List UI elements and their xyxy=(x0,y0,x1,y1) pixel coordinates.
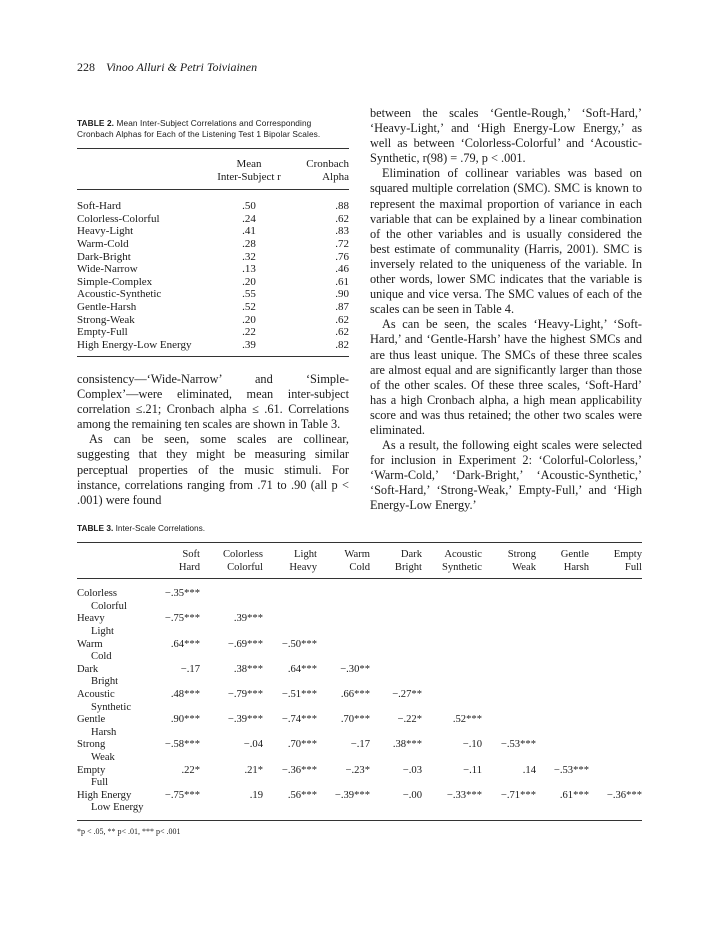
column-header-line2: Heavy xyxy=(289,561,317,573)
correlation-cell: −.30** xyxy=(340,663,370,675)
row-label xyxy=(77,664,147,689)
correlation-cell xyxy=(482,613,536,638)
column-header-line1: Warm xyxy=(344,549,370,560)
correlation-cell: .90*** xyxy=(170,714,200,726)
correlation-cell xyxy=(200,579,263,614)
correlation-cell xyxy=(536,639,589,664)
correlation-cell: .61*** xyxy=(536,790,589,821)
correlation-cell xyxy=(482,689,536,714)
column-header-line1: Light xyxy=(294,549,317,560)
correlation-cell: .14 xyxy=(522,764,536,776)
table-row xyxy=(77,190,349,213)
header-mean-line1: Mean xyxy=(236,158,262,170)
correlation-cell xyxy=(589,613,642,638)
correlation-cell xyxy=(370,639,422,664)
correlation-cell: −.35*** xyxy=(164,588,200,600)
table-row xyxy=(77,251,349,264)
scale-cell: Gentle-Harsh xyxy=(77,300,137,313)
correlation-cell xyxy=(317,613,370,638)
correlation-cell xyxy=(589,664,642,689)
table-3-label: TABLE 3. xyxy=(77,523,114,533)
correlation-cell: .19 xyxy=(200,790,263,821)
column-header xyxy=(482,543,536,579)
header-mean-line2: Inter-Subject r xyxy=(217,170,281,183)
correlation-cell: .64*** xyxy=(170,638,200,650)
table-row xyxy=(77,225,349,238)
correlation-cell: .39*** xyxy=(233,613,263,625)
row-label-line1: Acoustic xyxy=(77,688,115,700)
correlation-cell xyxy=(589,579,642,614)
correlation-cell xyxy=(317,639,370,664)
row-label xyxy=(77,639,147,664)
table-3-footnote: *p < .05, ** p< .01, *** p< .001 xyxy=(77,826,181,836)
correlation-cell xyxy=(482,714,536,739)
column-header xyxy=(317,543,370,579)
row-label-line2: Cold xyxy=(91,651,112,663)
column-header-line2: Synthetic xyxy=(441,561,482,573)
correlation-cell xyxy=(370,579,422,614)
table-row xyxy=(77,714,642,739)
correlation-cell: .38*** xyxy=(392,739,422,751)
correlation-cell: .21* xyxy=(244,764,263,776)
correlation-cell: −.17 xyxy=(350,739,370,751)
row-label-line2: Light xyxy=(91,625,114,637)
row-label xyxy=(77,714,147,739)
correlation-cell: .52*** xyxy=(452,714,482,726)
row-label xyxy=(77,765,147,790)
correlation-cell: −.04 xyxy=(243,739,263,751)
correlation-cell: .66*** xyxy=(340,688,370,700)
mean-cell: .52 xyxy=(242,300,256,313)
row-label xyxy=(77,579,147,614)
table-3 xyxy=(77,523,642,836)
table-row xyxy=(77,326,349,339)
correlation-cell: −.36*** xyxy=(589,790,642,821)
column-header xyxy=(147,543,200,579)
table-row xyxy=(77,314,349,327)
table-row xyxy=(77,579,642,614)
row-label-line1: Empty xyxy=(77,764,106,776)
correlation-cell: −.53*** xyxy=(500,739,536,751)
table-3-body xyxy=(77,579,642,821)
mean-cell: .20 xyxy=(242,275,256,288)
row-label-line1: Heavy xyxy=(77,613,105,625)
row-label-line2: Synthetic xyxy=(91,701,132,713)
alpha-cell: .62 xyxy=(335,326,349,339)
column-header-line1: Dark xyxy=(400,549,422,560)
mean-cell: .32 xyxy=(242,250,256,263)
mean-cell: .24 xyxy=(242,212,256,225)
correlation-cell: −.51*** xyxy=(281,688,317,700)
correlation-cell xyxy=(589,639,642,664)
correlation-cell xyxy=(263,579,317,614)
scale-cell: Strong-Weak xyxy=(77,313,135,326)
correlation-cell: −.00 xyxy=(370,790,422,821)
correlation-cell xyxy=(589,689,642,714)
correlation-cell: −.39*** xyxy=(227,714,263,726)
correlation-cell: .48*** xyxy=(170,688,200,700)
correlation-cell: .56*** xyxy=(263,790,317,821)
scale-cell: Colorless-Colorful xyxy=(77,212,160,225)
correlation-cell: −.75*** xyxy=(147,790,200,821)
scale-cell: Heavy-Light xyxy=(77,225,134,238)
table-row xyxy=(77,664,642,689)
column-header-line2: Full xyxy=(624,561,642,573)
column-header-line1: Strong xyxy=(507,549,536,560)
correlation-cell xyxy=(422,689,482,714)
scale-cell: Soft-Hard xyxy=(77,200,121,213)
row-label xyxy=(77,739,147,764)
correlation-cell xyxy=(536,664,589,689)
scale-cell: Acoustic-Synthetic xyxy=(77,288,162,301)
scale-cell: Empty-Full xyxy=(77,326,128,339)
correlation-cell: .38*** xyxy=(233,663,263,675)
table-row xyxy=(77,613,642,638)
correlation-cell: −.11 xyxy=(463,764,482,776)
paragraph: consistency—‘Wide-Narrow’ and ‘Simple-Complex’—were eliminated, mean inter-subject correlation ≤.21; Cronbach alpha ≤ .61. Correlations among the remaining ten scales are shown in Table 3. xyxy=(77,372,349,432)
correlation-cell xyxy=(482,639,536,664)
correlation-cell xyxy=(370,664,422,689)
table-row xyxy=(77,238,349,251)
correlation-cell: −.17 xyxy=(180,663,200,675)
correlation-cell: −.75*** xyxy=(164,613,200,625)
table-3-caption-text: Inter-Scale Correlations. xyxy=(115,523,206,533)
table-2-header-row xyxy=(77,149,349,190)
table-row xyxy=(77,213,349,226)
table-2 xyxy=(77,118,349,357)
mean-cell: .20 xyxy=(242,313,256,326)
correlation-cell: −.50*** xyxy=(281,638,317,650)
table-2-caption xyxy=(77,118,349,140)
table-2-header-alpha xyxy=(289,149,349,190)
correlation-cell: −.33*** xyxy=(422,790,482,821)
column-header-line2: Weak xyxy=(512,561,536,573)
row-label-line1: High Energy xyxy=(77,789,132,801)
correlation-cell xyxy=(422,664,482,689)
row-label-line2: Weak xyxy=(91,751,115,763)
table-2-caption-text: Mean Inter-Subject Correlations and Corresponding Cronbach Alphas for Each of the Listening Test 1 Bipolar Scales. xyxy=(77,118,321,139)
table-row xyxy=(77,288,349,301)
table-row xyxy=(77,301,349,314)
row-label-line1: Colorless xyxy=(77,588,118,600)
column-header xyxy=(422,543,482,579)
correlation-cell: .22* xyxy=(181,764,200,776)
correlation-cell: −.39*** xyxy=(317,790,370,821)
correlation-cell: −.79*** xyxy=(227,688,263,700)
row-label xyxy=(77,613,147,638)
correlation-cell xyxy=(536,714,589,739)
alpha-cell: .62 xyxy=(335,313,349,326)
row-label-line2: Harsh xyxy=(91,726,117,738)
correlation-cell xyxy=(536,613,589,638)
column-header-line2: Bright xyxy=(394,561,422,573)
table-row xyxy=(77,639,642,664)
alpha-cell: .83 xyxy=(335,225,349,238)
alpha-cell: .82 xyxy=(289,339,349,357)
mean-cell: .41 xyxy=(242,225,256,238)
row-label-line1: Warm xyxy=(77,638,103,650)
column-header-line2: Cold xyxy=(349,561,370,573)
table-2-header-mean xyxy=(209,149,289,190)
mean-cell: .28 xyxy=(242,237,256,250)
correlation-cell xyxy=(422,639,482,664)
column-header-line1: Gentle xyxy=(560,549,589,560)
running-header xyxy=(77,60,257,75)
paragraph: between the scales ‘Gentle-Rough,’ ‘Soft-Hard,’ ‘Heavy-Light,’ and ‘High Energy-Low Energy,’ as well as between ‘Colorless-Colorful’ and ‘Acoustic-Synthetic, r(98) = .79, p < .001. xyxy=(370,106,642,166)
correlation-cell: −.69*** xyxy=(227,638,263,650)
column-header xyxy=(370,543,422,579)
table-3-grid xyxy=(77,542,642,821)
row-label-line2: Bright xyxy=(91,676,119,688)
row-label xyxy=(77,689,147,714)
table-row xyxy=(77,765,642,790)
paragraph: As a result, the following eight scales were selected for inclusion in Experiment 2: ‘Colorful-Colorless,’ ‘Warm-Cold,’ ‘Dark-Bright,’ ‘Acoustic-Synthetic,’ ‘Soft-Hard,’ ‘Strong-Weak,’ Empty-Full,’ and ‘High Energy-Low Energy.’ xyxy=(370,438,642,513)
row-label-line2: Low Energy xyxy=(91,802,144,814)
correlation-cell xyxy=(536,689,589,714)
column-header xyxy=(589,543,642,579)
correlation-cell xyxy=(422,579,482,614)
column-header-line2: Colorful xyxy=(227,561,263,573)
table-2-header-scale xyxy=(77,149,209,190)
row-label-line1: Gentle xyxy=(77,714,106,726)
mean-cell: .13 xyxy=(242,263,256,276)
table-3-caption xyxy=(77,523,642,534)
mean-cell: .55 xyxy=(242,288,256,301)
column-header-line2: Hard xyxy=(178,561,200,573)
row-label-line1: Dark xyxy=(77,663,99,675)
table-row xyxy=(77,689,642,714)
correlation-cell xyxy=(422,613,482,638)
paragraph: Elimination of collinear variables was based on squared multiple correlation (SMC). SMC is known to represent the maximal proportion of variance in each variable that can be explained by a linear combination of the other variables and is usually considered the best estimate of communality (Harris, 2001). SMC is inversely related to the uniqueness of the variable. In other words, lower SMC indicates that the variable is unique and vice versa. The SMC values of each of the scales can be seen in Table 4. xyxy=(370,166,642,317)
paragraph: As can be seen, some scales are collinear, suggesting that they might be measuring similar perceptual properties of the music stimuli. For instance, correlations ranging from .71 to .90 (all p < .001) were found xyxy=(77,432,349,507)
table-row xyxy=(77,739,642,764)
header-alpha-line2: Alpha xyxy=(322,170,349,183)
correlation-cell xyxy=(589,714,642,739)
correlation-cell: −.27** xyxy=(392,688,422,700)
correlation-cell xyxy=(482,579,536,614)
correlation-cell: .70*** xyxy=(287,739,317,751)
scale-cell: Simple-Complex xyxy=(77,275,153,288)
mean-cell: .22 xyxy=(242,326,256,339)
correlation-cell: −.03 xyxy=(402,764,422,776)
running-authors: Vinoo Alluri & Petri Toiviainen xyxy=(106,60,258,74)
alpha-cell: .76 xyxy=(335,250,349,263)
mean-cell: .50 xyxy=(242,200,256,213)
correlation-cell: −.58*** xyxy=(164,739,200,751)
column-header-line1: Empty xyxy=(613,549,642,560)
header-alpha-line1: Cronbach xyxy=(306,158,349,170)
correlation-cell xyxy=(536,739,589,764)
table-2-body xyxy=(77,190,349,357)
correlation-cell: −.71*** xyxy=(482,790,536,821)
alpha-cell: .46 xyxy=(335,263,349,276)
column-header-line1: Colorless xyxy=(222,549,263,560)
correlation-cell: −.10 xyxy=(462,739,482,751)
alpha-cell: .62 xyxy=(335,212,349,225)
correlation-cell: −.22* xyxy=(397,714,422,726)
alpha-cell: .90 xyxy=(335,288,349,301)
row-label xyxy=(77,790,147,821)
correlation-cell xyxy=(263,613,317,638)
correlation-cell: .64*** xyxy=(287,663,317,675)
table-row xyxy=(77,790,642,821)
page-number: 228 xyxy=(77,60,95,74)
scale-cell: Warm-Cold xyxy=(77,237,129,250)
alpha-cell: .87 xyxy=(335,300,349,313)
scale-cell: High Energy-Low Energy xyxy=(77,339,209,357)
correlation-cell xyxy=(370,613,422,638)
correlation-cell: −.53*** xyxy=(553,764,589,776)
column-header-line2: Harsh xyxy=(563,561,589,573)
table-row xyxy=(77,276,349,289)
correlation-cell: .70*** xyxy=(340,714,370,726)
correlation-cell xyxy=(589,739,642,764)
correlation-cell xyxy=(317,579,370,614)
table-3-header-row xyxy=(77,543,642,579)
column-header xyxy=(263,543,317,579)
table-row xyxy=(77,339,349,357)
row-label-line1: Strong xyxy=(77,739,106,751)
column-header xyxy=(536,543,589,579)
table-row xyxy=(77,263,349,276)
column-header xyxy=(200,543,263,579)
left-column-text xyxy=(77,372,349,508)
scale-cell: Dark-Bright xyxy=(77,250,131,263)
row-label-line2: Full xyxy=(91,777,109,789)
paragraph: As can be seen, the scales ‘Heavy-Light,’ ‘Soft-Hard,’ and ‘Gentle-Harsh’ have the highest SMCs and are thus least unique. The SMCs of these three scales are almost equal and are significantly larger than those of the other scales. Of these three scales, ‘Soft-Hard’ has a high Cronbach alpha, a high mean applicability score and was thus retained; the other two scales were eliminated. xyxy=(370,317,642,437)
correlation-cell: −.74*** xyxy=(281,714,317,726)
correlation-cell xyxy=(536,579,589,614)
mean-cell: .39 xyxy=(209,339,289,357)
right-column-text xyxy=(370,106,642,514)
alpha-cell: .72 xyxy=(335,237,349,250)
alpha-cell: .88 xyxy=(335,200,349,213)
table-2-label: TABLE 2. xyxy=(77,118,115,128)
correlation-cell xyxy=(482,664,536,689)
column-header-line1: Soft xyxy=(182,549,200,560)
correlation-cell: −.23* xyxy=(345,764,370,776)
header-corner xyxy=(77,543,147,579)
column-header-line1: Acoustic xyxy=(444,549,482,560)
correlation-cell: −.36*** xyxy=(281,764,317,776)
row-label-line2: Colorful xyxy=(91,600,127,612)
table-2-grid xyxy=(77,148,349,357)
correlation-cell xyxy=(589,765,642,790)
scale-cell: Wide-Narrow xyxy=(77,263,138,276)
alpha-cell: .61 xyxy=(335,275,349,288)
